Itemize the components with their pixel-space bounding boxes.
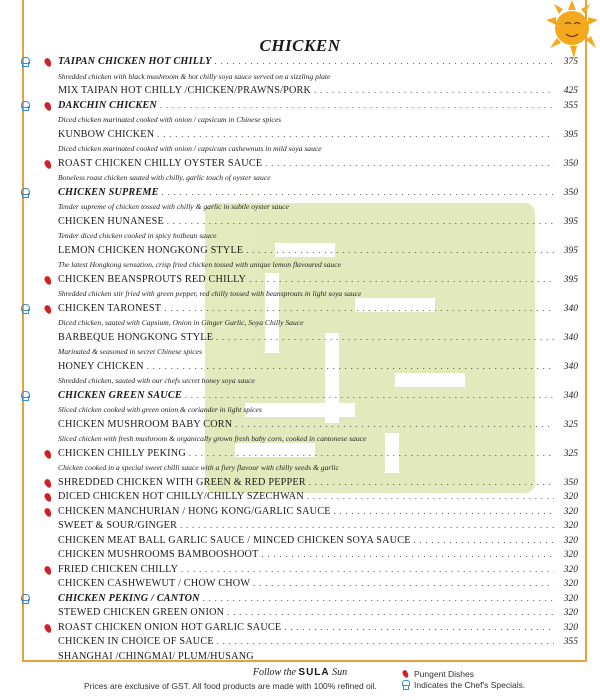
dot-leader bbox=[314, 84, 554, 99]
menu-list bbox=[58, 55, 578, 664]
item-name: CHICKEN TARONEST bbox=[58, 302, 162, 314]
description-text: Shredded chicken with black mushroom & hot chilly soya sauce served on a sizzling plate bbox=[58, 71, 331, 81]
item-price: 340 bbox=[563, 332, 578, 343]
chef-hat-icon bbox=[401, 680, 410, 690]
item-price: 320 bbox=[563, 593, 578, 604]
menu-item bbox=[58, 650, 578, 665]
item-price: 320 bbox=[563, 492, 578, 502]
item-price: 350 bbox=[563, 187, 578, 198]
dot-leader bbox=[167, 215, 554, 230]
dot-leader bbox=[307, 490, 554, 505]
item-description bbox=[58, 200, 578, 215]
item-name: HONEY CHICKEN bbox=[58, 360, 144, 372]
item-description bbox=[58, 171, 578, 186]
chef-hat-icon bbox=[20, 594, 29, 604]
item-description bbox=[58, 316, 578, 331]
chef-hat-icon bbox=[20, 188, 29, 198]
item-price: 320 bbox=[563, 506, 578, 517]
dot-leader bbox=[253, 577, 554, 592]
dot-leader bbox=[157, 128, 554, 143]
legend-chef bbox=[400, 680, 525, 691]
chef-hat-icon bbox=[20, 101, 29, 111]
menu-item bbox=[58, 592, 578, 607]
dot-leader bbox=[162, 186, 554, 201]
dot-leader bbox=[284, 621, 554, 636]
menu-item bbox=[58, 447, 578, 462]
item-price: 425 bbox=[563, 86, 578, 96]
menu-item bbox=[58, 186, 578, 201]
dot-leader bbox=[334, 505, 554, 520]
dot-leader bbox=[246, 244, 554, 259]
item-price: 395 bbox=[563, 274, 578, 285]
chef-hat-icon bbox=[20, 304, 29, 314]
dot-leader bbox=[227, 606, 554, 621]
item-description bbox=[58, 432, 578, 447]
description-text: Tender diced chicken cooked in spicy hotbean sauce bbox=[58, 231, 217, 240]
item-description bbox=[58, 229, 578, 244]
dot-leader bbox=[265, 157, 554, 172]
item-name: CHICKEN CHILLY PEKING bbox=[58, 447, 186, 459]
menu-item bbox=[58, 418, 578, 433]
dot-leader bbox=[309, 476, 554, 491]
menu-item bbox=[58, 244, 578, 259]
legend-chili bbox=[400, 669, 525, 680]
description-text: Diced chicken, sauted with Capsium, Onion in Ginger Garlic, Soya Chilly Sauce bbox=[58, 318, 304, 327]
item-name: LEMON CHICKEN HONGKONG STYLE bbox=[58, 244, 244, 256]
follow-suffix: Sun bbox=[329, 667, 348, 678]
item-name: CHICKEN MEAT BALL GARLIC SAUCE / MINCED CHICKEN SOYA SAUCE bbox=[58, 534, 411, 546]
dot-leader bbox=[414, 534, 554, 549]
item-description bbox=[58, 70, 578, 85]
dot-leader bbox=[180, 519, 554, 534]
chili-pepper-icon bbox=[402, 669, 410, 678]
dot-leader bbox=[181, 563, 554, 578]
chef-hat-icon bbox=[20, 391, 29, 401]
follow-prefix: Follow the bbox=[252, 667, 299, 678]
item-price: 340 bbox=[563, 390, 578, 401]
menu-item bbox=[58, 389, 578, 404]
dot-leader bbox=[147, 360, 554, 375]
item-price: 395 bbox=[563, 245, 578, 256]
price-note: Prices are exclusive of GST. All food products are made with 100% refined oil. bbox=[84, 681, 377, 691]
item-name: CHICKEN MANCHURIAN / HONG KONG/GARLIC SAUCE bbox=[58, 505, 331, 517]
dot-leader bbox=[185, 389, 554, 404]
legend-chili-label: Pungent Dishes bbox=[414, 669, 475, 679]
item-price: 320 bbox=[563, 535, 578, 546]
item-name: DICED CHICKEN HOT CHILLY/CHILLY SZECHWAN bbox=[58, 491, 304, 502]
legend-chef-label: Indicates the Chef's Specials. bbox=[414, 680, 526, 690]
dot-leader bbox=[249, 273, 554, 288]
item-name: KUNBOW CHICKEN bbox=[58, 128, 155, 140]
menu-item bbox=[58, 55, 578, 70]
description-text: Shredded chicken, sauted with our chefs secret honey soya sauce bbox=[58, 376, 255, 385]
item-name: BARBEQUE HONGKONG STYLE bbox=[58, 331, 214, 343]
item-price: 395 bbox=[563, 216, 578, 227]
menu-item bbox=[58, 215, 578, 230]
menu-item bbox=[58, 548, 578, 563]
item-name: CHICKEN BEANSPROUTS RED CHILLY bbox=[58, 273, 247, 285]
dot-leader bbox=[203, 592, 554, 607]
description-text: Shredded chicken stir fried with green pepper, red chilly tossed with beansprouts in light soya sauce bbox=[58, 289, 362, 298]
item-name: CHICKEN GREEN SAUCE bbox=[58, 389, 182, 401]
item-price: 340 bbox=[563, 303, 578, 314]
menu-item bbox=[58, 563, 578, 578]
menu-item bbox=[58, 476, 578, 491]
description-text: Diced chicken marinated cooked with onion / capsicum cashewnuts in mild soya sauce bbox=[58, 144, 322, 153]
item-name: SHREDDED CHICKEN WITH GREEN & RED PEPPER bbox=[58, 476, 306, 488]
item-price: 325 bbox=[563, 419, 578, 430]
item-name: ROAST CHICKEN ONION HOT GARLIC SAUCE bbox=[58, 621, 282, 633]
description-text: Boneless roast chicken sauted with chilly, garlic touch of oyster sauce bbox=[58, 173, 271, 182]
item-name: CHICKEN MUSHROOM BABY CORN bbox=[58, 418, 233, 430]
menu-item bbox=[58, 302, 578, 317]
description-text: Tender supreme of chicken tossed with chilly & garlic in subtle oyster sauce bbox=[58, 202, 290, 211]
menu-item bbox=[58, 621, 578, 636]
item-price: 320 bbox=[563, 521, 578, 531]
item-name: FRIED CHICKEN CHILLY bbox=[58, 563, 179, 575]
item-price: 355 bbox=[563, 100, 578, 111]
dot-leader bbox=[235, 418, 554, 433]
item-price: 320 bbox=[563, 579, 578, 589]
legend bbox=[400, 669, 525, 691]
description-text: Chicken cooked in a special sweet chilli sauce with a fiery flavour with chilly seeds & garlic bbox=[58, 463, 339, 472]
menu-item bbox=[58, 84, 578, 99]
dot-leader bbox=[262, 548, 554, 563]
description-text: Diced chicken marinated cooked with onion / capsicum in Chinese spices bbox=[58, 115, 282, 124]
item-name: MIX TAIPAN HOT CHILLY /CHICKEN/PRAWNS/PORK bbox=[58, 85, 312, 96]
menu-item bbox=[58, 490, 578, 505]
item-name: CHICKEN MUSHROOMS BAMBOOSHOOT bbox=[58, 549, 259, 560]
item-name: ROAST CHICKEN CHILLY OYSTER SAUCE bbox=[58, 157, 263, 169]
item-price: 325 bbox=[563, 448, 578, 459]
item-price: 340 bbox=[563, 361, 578, 372]
item-description bbox=[58, 461, 578, 476]
brand-name: SULA bbox=[298, 667, 330, 678]
dot-leader bbox=[216, 331, 554, 346]
dot-leader bbox=[215, 55, 554, 70]
dot-leader bbox=[189, 447, 554, 462]
description-text: Sliced chicken cooked with green onion & coriander in light spices bbox=[58, 405, 262, 414]
item-price: 395 bbox=[563, 129, 578, 140]
item-price: 320 bbox=[563, 608, 578, 618]
item-name: DAKCHIN CHICKEN bbox=[58, 99, 157, 111]
item-name: SHANGHAI /CHINGMAI/ PLUM/HUSANG bbox=[58, 650, 254, 662]
item-name: CHICKEN PEKING / CANTON bbox=[58, 592, 200, 604]
menu-item bbox=[58, 157, 578, 172]
menu-item bbox=[58, 519, 578, 534]
description-text: The latest Hongkong sensation, crisp fried chicken tossed with unique lemon flavoured sauce bbox=[58, 260, 341, 269]
item-name: SWEET & SOUR/GINGER bbox=[58, 520, 178, 531]
dot-leader bbox=[164, 302, 554, 317]
item-price: 320 bbox=[563, 564, 578, 575]
item-description bbox=[58, 287, 578, 302]
menu-item bbox=[58, 635, 578, 650]
item-description bbox=[58, 403, 578, 418]
item-description bbox=[58, 345, 578, 360]
dot-leader bbox=[160, 99, 554, 114]
menu-item bbox=[58, 360, 578, 375]
item-name: CHICKEN SUPREME bbox=[58, 186, 159, 198]
menu-item bbox=[58, 577, 578, 592]
menu-item bbox=[58, 505, 578, 520]
item-price: 320 bbox=[563, 550, 578, 560]
menu-item bbox=[58, 534, 578, 549]
item-price: 375 bbox=[563, 57, 578, 67]
item-price: 355 bbox=[563, 637, 578, 647]
item-name: CHICKEN HUNANESE bbox=[58, 215, 164, 227]
item-description bbox=[58, 113, 578, 128]
item-description bbox=[58, 258, 578, 273]
item-description bbox=[58, 142, 578, 157]
item-price: 350 bbox=[563, 477, 578, 488]
menu-item bbox=[58, 128, 578, 143]
item-name: STEWED CHICKEN GREEN ONION bbox=[58, 607, 225, 618]
menu-item bbox=[58, 273, 578, 288]
item-name: CHICKEN CASHWEWUT / CHOW CHOW bbox=[58, 578, 251, 589]
description-text: Sliced chicken with fresh mushroom & organically grown fresh baby corn, cooked in cantonese sauce bbox=[58, 434, 367, 443]
item-name: CHICKEN IN CHOICE OF SAUCE bbox=[58, 636, 214, 647]
item-price: 320 bbox=[563, 622, 578, 633]
description-text: Marinated & seasoned in secret Chinese spices bbox=[58, 347, 202, 356]
menu-item bbox=[58, 331, 578, 346]
dot-leader bbox=[217, 635, 554, 650]
menu-item bbox=[58, 606, 578, 621]
item-price: 350 bbox=[563, 158, 578, 169]
section-title: CHICKEN bbox=[259, 36, 341, 55]
item-description bbox=[58, 374, 578, 389]
menu-item bbox=[58, 99, 578, 114]
chef-hat-icon bbox=[20, 57, 29, 67]
item-name: TAIPAN CHICKEN HOT CHILLY bbox=[58, 56, 212, 67]
